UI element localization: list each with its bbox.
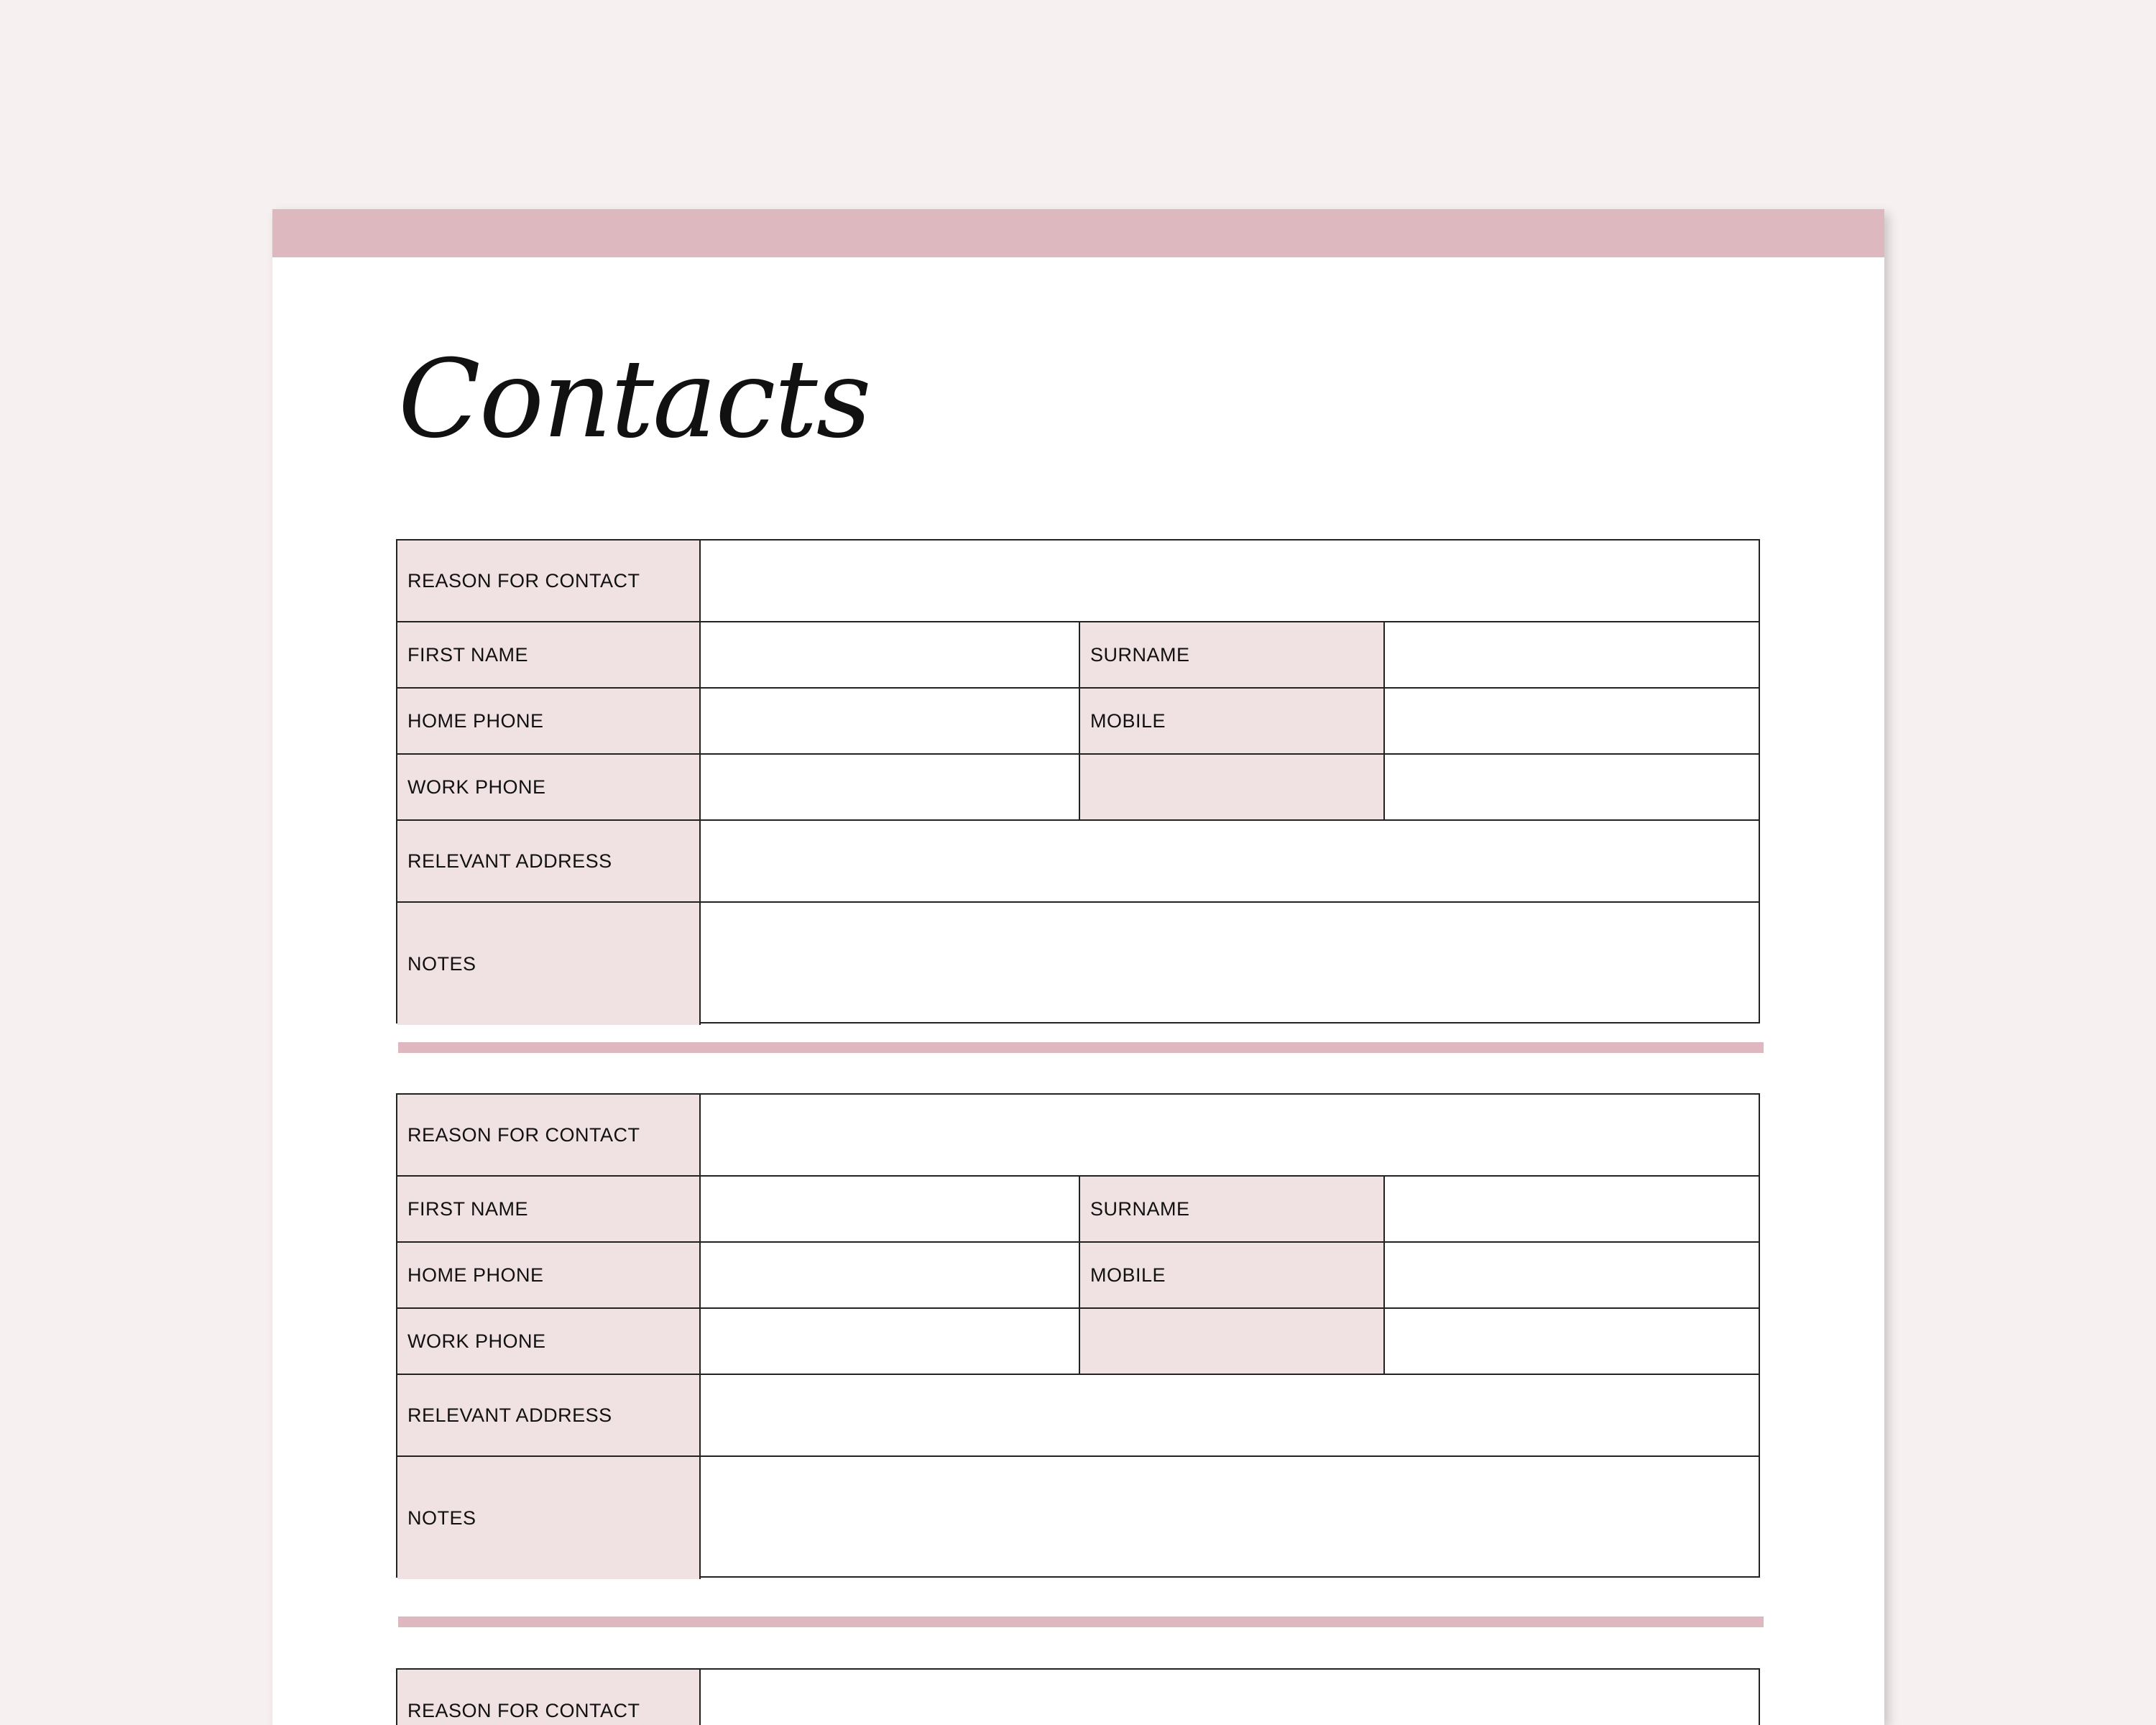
contact-block-3 <box>396 1668 1760 1725</box>
reason-label: REASON FOR CONTACT <box>397 1670 701 1725</box>
contact-block-1 <box>396 539 1760 1024</box>
work-phone-field[interactable] <box>701 1309 1080 1374</box>
address-label: RELEVANT ADDRESS <box>397 1375 701 1455</box>
row-work <box>397 755 1759 821</box>
notes-field[interactable] <box>701 1457 1759 1579</box>
blank-label <box>1080 1309 1385 1374</box>
mobile-label: MOBILE <box>1080 1243 1385 1307</box>
row-notes <box>397 1457 1759 1579</box>
row-address <box>397 821 1759 903</box>
planner-sheet <box>272 209 1884 1725</box>
reason-label: REASON FOR CONTACT <box>397 1095 701 1175</box>
home-phone-label: HOME PHONE <box>397 689 701 753</box>
notes-field[interactable] <box>701 903 1759 1025</box>
notes-label: NOTES <box>397 1457 701 1579</box>
row-reason <box>397 540 1759 622</box>
row-name <box>397 1177 1759 1243</box>
work-phone-label: WORK PHONE <box>397 1309 701 1374</box>
home-phone-label: HOME PHONE <box>397 1243 701 1307</box>
address-field[interactable] <box>701 1375 1759 1455</box>
address-field[interactable] <box>701 821 1759 901</box>
surname-field[interactable] <box>1385 622 1759 687</box>
blank-label <box>1080 755 1385 819</box>
home-phone-field[interactable] <box>701 1243 1080 1307</box>
notes-label: NOTES <box>397 903 701 1025</box>
row-notes <box>397 903 1759 1025</box>
mobile-label: MOBILE <box>1080 689 1385 753</box>
blank-field[interactable] <box>1385 1309 1759 1374</box>
surname-label: SURNAME <box>1080 1177 1385 1241</box>
reason-field[interactable] <box>701 1095 1759 1175</box>
reason-field[interactable] <box>701 540 1759 621</box>
mobile-field[interactable] <box>1385 689 1759 753</box>
surname-field[interactable] <box>1385 1177 1759 1241</box>
section-divider <box>398 1042 1764 1053</box>
row-phone <box>397 689 1759 755</box>
row-work <box>397 1309 1759 1375</box>
work-phone-field[interactable] <box>701 755 1080 819</box>
address-label: RELEVANT ADDRESS <box>397 821 701 901</box>
first-name-label: FIRST NAME <box>397 1177 701 1241</box>
first-name-label: FIRST NAME <box>397 622 701 687</box>
mobile-field[interactable] <box>1385 1243 1759 1307</box>
section-divider <box>398 1616 1764 1627</box>
work-phone-label: WORK PHONE <box>397 755 701 819</box>
row-reason <box>397 1670 1759 1725</box>
contact-block-2 <box>396 1093 1760 1578</box>
row-name <box>397 622 1759 689</box>
first-name-field[interactable] <box>701 622 1080 687</box>
home-phone-field[interactable] <box>701 689 1080 753</box>
reason-field[interactable] <box>701 1670 1759 1725</box>
reason-label: REASON FOR CONTACT <box>397 540 701 621</box>
first-name-field[interactable] <box>701 1177 1080 1241</box>
page-title: Contacts <box>398 337 870 462</box>
row-address <box>397 1375 1759 1457</box>
row-reason <box>397 1095 1759 1177</box>
header-band <box>272 209 1884 257</box>
row-phone <box>397 1243 1759 1309</box>
blank-field[interactable] <box>1385 755 1759 819</box>
surname-label: SURNAME <box>1080 622 1385 687</box>
